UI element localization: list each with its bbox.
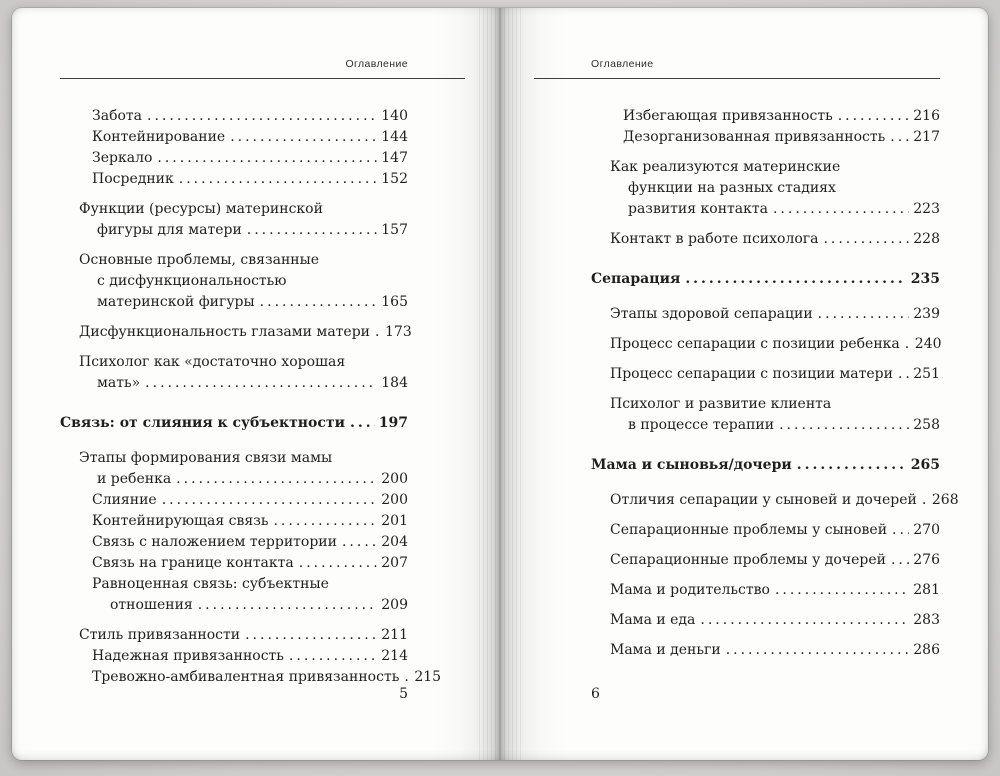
- toc-entry: [60, 127, 408, 148]
- leader-dots: [797, 455, 907, 476]
- toc-line: [60, 413, 408, 434]
- toc-line: [60, 646, 408, 667]
- page-number: 6: [591, 686, 600, 702]
- toc-entry: [60, 413, 408, 434]
- page-left: [12, 8, 500, 760]
- toc-entry: [591, 394, 940, 436]
- toc-entry-title: Сепарация: [591, 271, 681, 287]
- toc-entry-title: Психолог как «достаточно хорошая: [79, 354, 346, 370]
- toc-entry-title: Контейнирующая связь: [92, 513, 269, 529]
- toc-entry-title: Этапы формирования связи мамы: [79, 450, 333, 466]
- leader-dots: [823, 229, 909, 250]
- toc-entry-title: отношения: [110, 597, 193, 613]
- toc-entry: [60, 352, 408, 394]
- toc-line: [591, 199, 940, 220]
- leader-dots: [289, 646, 377, 667]
- toc-page-ref: 197: [378, 415, 408, 431]
- toc-entry: [60, 106, 408, 127]
- toc-page-ref: 157: [381, 222, 408, 238]
- toc-page-ref: 200: [381, 492, 408, 508]
- toc-page-ref: 240: [914, 336, 942, 352]
- toc-page-ref: 270: [913, 522, 940, 538]
- toc-entry-title: Этапы здоровой сепарации: [610, 306, 813, 322]
- toc-entry-title: Мама и родительство: [610, 582, 770, 598]
- toc-page-ref: 209: [381, 597, 408, 613]
- toc-page-ref: 140: [381, 108, 408, 124]
- toc-entry: [60, 511, 408, 532]
- toc-entry-title: материнской фигуры: [97, 294, 255, 310]
- toc-entry: [60, 148, 408, 169]
- leader-dots: [892, 520, 909, 541]
- toc-entry: [60, 625, 408, 646]
- page-right: [500, 8, 988, 760]
- toc-line: [591, 364, 940, 385]
- toc-line: [591, 127, 940, 148]
- leader-dots: [157, 148, 377, 169]
- toc-entry-title: Процесс сепарации с позиции ребенка: [610, 336, 900, 352]
- toc-entry: [591, 229, 940, 250]
- leader-dots: [230, 127, 377, 148]
- toc-line: [60, 199, 408, 220]
- toc-page-ref: 216: [913, 108, 940, 124]
- toc-page-ref: 251: [913, 366, 940, 382]
- toc-page-ref: 184: [381, 375, 408, 391]
- toc-line: [60, 127, 408, 148]
- toc-page-ref: 265: [910, 457, 940, 473]
- leader-dots: [891, 550, 909, 571]
- toc-entry: [591, 304, 940, 325]
- toc-entry: [591, 550, 940, 571]
- toc-line: [60, 271, 408, 292]
- toc-entry: [60, 553, 408, 574]
- leader-dots: [726, 640, 910, 661]
- toc-entry: [60, 532, 408, 553]
- toc-entry: [60, 667, 442, 688]
- toc-page-ref: 144: [381, 129, 408, 145]
- toc-line: [60, 169, 408, 190]
- toc-page-ref: 147: [381, 150, 408, 166]
- toc-entry: [60, 574, 408, 616]
- toc-entry: [591, 157, 940, 220]
- toc-page-ref: 223: [913, 201, 940, 217]
- toc-entry: [591, 334, 940, 355]
- toc-line: [60, 106, 408, 127]
- toc-entry: [60, 448, 408, 490]
- running-head: Оглавление: [345, 58, 408, 70]
- toc-line: [591, 580, 940, 601]
- toc-entry-title: Основные проблемы, связанные: [79, 252, 320, 268]
- toc-entry-title: Тревожно-амбивалентная привязанность: [92, 669, 400, 685]
- page-number: 5: [399, 686, 408, 702]
- toc-line: [60, 352, 408, 373]
- leader-dots: [890, 127, 909, 148]
- toc-entry-title: развития контакта: [628, 201, 768, 217]
- toc-line: [591, 334, 940, 355]
- toc-line: [591, 455, 940, 476]
- toc-entry-title: Мама и сыновья/дочери: [591, 457, 792, 473]
- toc-entry-title: Связь с наложением территории: [92, 534, 337, 550]
- toc-page-ref: 217: [913, 129, 940, 145]
- toc-entry-title: Отличия сепарации у сыновей и дочерей: [610, 492, 917, 508]
- toc-entry-title: Слияние: [92, 492, 157, 508]
- toc-entry-title: функции на разных стадиях: [628, 180, 836, 196]
- toc-line: [591, 610, 940, 631]
- toc-entry: [591, 610, 940, 631]
- toc-line: [60, 553, 408, 574]
- toc-page-ref: 200: [381, 471, 408, 487]
- toc-page-ref: 201: [381, 513, 408, 529]
- toc-entry-title: Процесс сепарации с позиции матери: [610, 366, 893, 382]
- toc-entry-title: мать»: [97, 375, 141, 391]
- leader-dots: [700, 610, 909, 631]
- toc-line: [60, 469, 408, 490]
- leader-dots: [176, 469, 377, 490]
- toc-line: [60, 574, 408, 595]
- toc-entry-title: Избегающая привязанность: [623, 108, 833, 124]
- toc-page-ref: 281: [913, 582, 940, 598]
- toc-list-left: [60, 106, 442, 688]
- toc-page-ref: 286: [913, 642, 940, 658]
- toc-page-ref: 276: [913, 552, 940, 568]
- toc-entry-title: Дезорганизованная привязанность: [623, 129, 886, 145]
- toc-page-ref: 173: [385, 324, 412, 340]
- leader-dots: [179, 169, 378, 190]
- toc-page-ref: 235: [910, 271, 940, 287]
- toc-line: [591, 490, 959, 511]
- toc-entry-title: в процессе терапии: [628, 417, 775, 433]
- leader-dots: [685, 269, 906, 290]
- toc-line: [60, 373, 408, 394]
- toc-entry-title: Зеркало: [92, 150, 153, 166]
- toc-page-ref: 258: [913, 417, 940, 433]
- toc-line: [591, 269, 940, 290]
- toc-line: [60, 532, 408, 553]
- toc-entry-title: Надежная привязанность: [92, 648, 284, 664]
- toc-entry: [60, 490, 408, 511]
- book-spread: [12, 8, 988, 760]
- toc-line: [60, 292, 408, 313]
- toc-page-ref: 268: [931, 492, 959, 508]
- toc-line: [591, 157, 940, 178]
- leader-dots: [162, 490, 378, 511]
- toc-line: [60, 148, 408, 169]
- toc-entry-title: с дисфункциональностью: [97, 273, 287, 289]
- leader-dots: [299, 553, 378, 574]
- toc-page-ref: 283: [913, 612, 940, 628]
- toc-entry-title: Стиль привязанности: [79, 627, 241, 643]
- leader-dots: [773, 199, 909, 220]
- toc-list-right: [591, 106, 959, 661]
- toc-line: [591, 640, 940, 661]
- toc-page-ref: 215: [414, 669, 442, 685]
- toc-line: [591, 229, 940, 250]
- toc-line: [591, 550, 940, 571]
- toc-line: [60, 250, 408, 271]
- leader-dots: [145, 373, 377, 394]
- leader-dots: [245, 625, 377, 646]
- toc-entry-title: Мама и деньги: [610, 642, 721, 658]
- toc-entry: [591, 520, 940, 541]
- toc-line: [591, 394, 940, 415]
- leader-dots: [838, 106, 910, 127]
- toc-entry: [591, 640, 940, 661]
- toc-page-ref: 214: [381, 648, 408, 664]
- toc-entry-title: Психолог и развитие клиента: [610, 396, 832, 412]
- toc-page-ref: 204: [381, 534, 408, 550]
- toc-line: [60, 322, 412, 343]
- toc-page-ref: 207: [381, 555, 408, 571]
- header-rule: [60, 78, 465, 79]
- leader-dots: [779, 415, 909, 436]
- toc-entry-title: Мама и еда: [610, 612, 696, 628]
- toc-entry: [591, 580, 940, 601]
- leader-dots: [922, 490, 928, 511]
- toc-entry: [60, 169, 408, 190]
- toc-line: [591, 520, 940, 541]
- leader-dots: [905, 334, 911, 355]
- toc-entry-title: Контейнирование: [92, 129, 226, 145]
- toc-line: [591, 304, 940, 325]
- toc-line: [60, 490, 408, 511]
- toc-entry: [591, 106, 940, 127]
- toc-entry-title: фигуры для матери: [97, 222, 242, 238]
- toc-entry: [591, 127, 940, 148]
- toc-entry-title: Равноценная связь: субъектные: [92, 576, 329, 592]
- toc-entry-title: Как реализуются материнские: [610, 159, 841, 175]
- toc-page-ref: 152: [381, 171, 408, 187]
- leader-dots: [198, 595, 378, 616]
- toc-page-ref: 239: [913, 306, 940, 322]
- toc-entry-title: Связь на границе контакта: [92, 555, 294, 571]
- leader-dots: [818, 304, 910, 325]
- toc-entry-title: Сепарационные проблемы у сыновей: [610, 522, 888, 538]
- toc-entry: [591, 269, 940, 290]
- toc-entry: [591, 455, 940, 476]
- toc-entry-title: Контакт в работе психолога: [610, 231, 819, 247]
- header-rule: [534, 78, 940, 79]
- toc-entry: [60, 199, 408, 241]
- toc-line: [60, 448, 408, 469]
- toc-page-ref: 165: [381, 294, 408, 310]
- toc-line: [60, 511, 408, 532]
- leader-dots: [260, 292, 378, 313]
- toc-entry-title: Функции (ресурсы) материнской: [79, 201, 323, 217]
- leader-dots: [247, 220, 377, 241]
- toc-entry: [591, 364, 940, 385]
- running-head: Оглавление: [591, 58, 654, 70]
- leader-dots: [775, 580, 909, 601]
- toc-line: [591, 178, 940, 199]
- toc-entry-title: Сепарационные проблемы у дочерей: [610, 552, 886, 568]
- toc-page-ref: 228: [913, 231, 940, 247]
- leader-dots: [350, 413, 375, 434]
- leader-dots: [898, 364, 909, 385]
- toc-entry-title: Связь: от слияния к субъектности: [60, 415, 345, 431]
- leader-dots: [375, 322, 381, 343]
- toc-page-ref: 211: [381, 627, 408, 643]
- toc-line: [60, 625, 408, 646]
- toc-line: [60, 667, 442, 688]
- toc-entry-title: Забота: [92, 108, 143, 124]
- toc-line: [591, 415, 940, 436]
- toc-entry: [591, 490, 959, 511]
- toc-line: [591, 106, 940, 127]
- leader-dots: [147, 106, 377, 127]
- toc-entry: [60, 322, 412, 343]
- toc-line: [60, 595, 408, 616]
- toc-entry-title: и ребенка: [97, 471, 172, 487]
- toc-line: [60, 220, 408, 241]
- toc-entry: [60, 646, 408, 667]
- leader-dots: [342, 532, 377, 553]
- leader-dots: [273, 511, 377, 532]
- toc-entry: [60, 250, 408, 313]
- toc-entry-title: Дисфункциональность глазами матери: [79, 324, 370, 340]
- toc-entry-title: Посредник: [92, 171, 174, 187]
